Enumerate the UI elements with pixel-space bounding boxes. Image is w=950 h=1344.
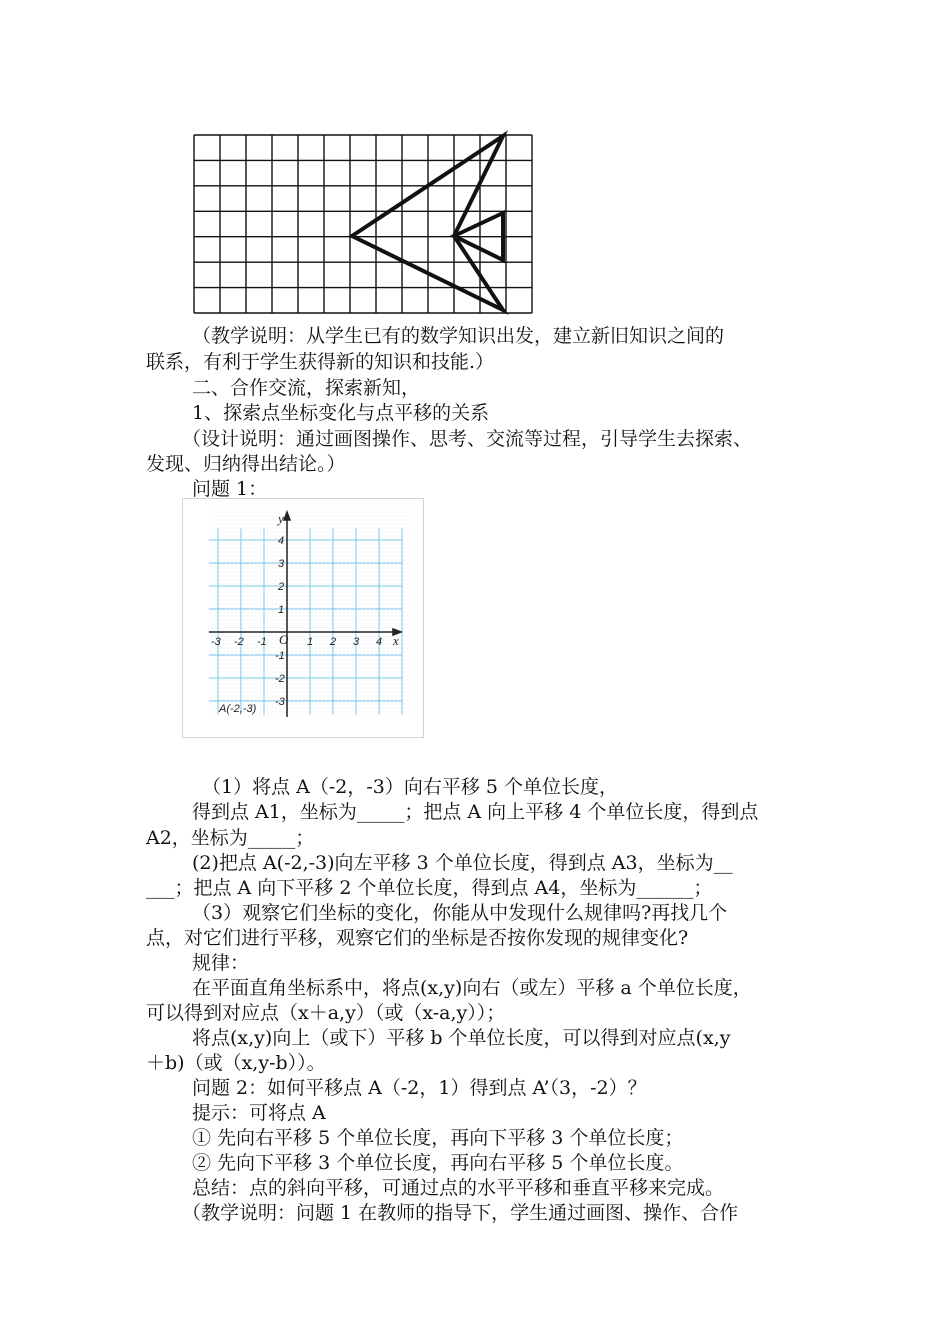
summary: 总结：点的斜向平移，可通过点的水平平移和垂直平移来完成。 [192,1177,725,1199]
teaching-note-1-cont: 联系，有利于学生获得新的知识和技能.） [146,351,495,373]
q1-part-1-a2: A2，坐标为_____； [146,827,315,849]
coordinate-plane-figure [182,498,424,738]
x-tick-label: -2 [234,636,244,648]
x-tick-label: -3 [211,636,221,648]
design-note-cont: 发现、归纳得出结论。） [146,453,346,475]
point-a-label: A(-2,-3) [219,703,257,715]
y-tick-label: -3 [275,696,285,708]
hint-label: 提示：可将点 A [192,1102,326,1124]
x-axis-label: x [393,633,399,648]
x-tick-label: 2 [330,636,337,648]
rule-vertical-cont: ＋b)（或（x,y-b））。 [146,1052,326,1074]
teaching-note-2: （教学说明：问题 1 在教师的指导下，学生通过画图、操作、合作 [182,1202,739,1224]
section-heading-2: 二、合作交流，探索新知， [192,377,421,399]
question-2: 问题 2：如何平移点 A（-2，1）得到点 A’（3，-2）？ [192,1077,647,1099]
x-tick-label: -1 [257,636,267,648]
y-tick-label: -1 [275,650,285,662]
design-note: （设计说明：通过画图操作、思考、交流等过程，引导学生去探索、 [182,428,753,450]
q1-part-2-cont: ___；把点 A 向下平移 2 个单位长度，得到点 A4，坐标为______； [146,877,713,899]
q1-part-3-cont: 点，对它们进行平移，观察它们的坐标是否按你发现的规律变化? [146,927,689,949]
q1-part-2: (2)把点 A(-2,-3)向左平移 3 个单位长度，得到点 A3，坐标为__ [192,852,733,874]
y-tick-label: 2 [278,581,285,593]
q1-part-3: （3）观察它们坐标的变化，你能从中发现什么规律吗?再找几个 [192,902,728,924]
y-axis-label: y [278,511,284,526]
rule-vertical: 将点(x,y)向上（或下）平移 b 个单位长度，可以得到对应点(x,y [192,1027,731,1049]
question-1-label: 问题 1： [192,478,268,500]
hint-option-1: ① 先向右平移 5 个单位长度，再向下平移 3 个单位长度； [192,1127,684,1149]
rule-horizontal: 在平面直角坐标系中，将点(x,y)向右（或左）平移 a 个单位长度， [192,977,752,999]
x-tick-label: 1 [307,636,314,648]
y-tick-label: 3 [278,558,285,570]
y-tick-label: 1 [278,604,285,616]
teaching-note-1: （教学说明：从学生已有的数学知识出发，建立新旧知识之间的 [192,325,725,347]
rule-label: 规律： [192,952,250,974]
q1-part-1-a1: 得到点 A1，坐标为_____；把点 A 向上平移 4 个单位长度，得到点 [192,801,759,823]
q1-part-1: （1）将点 A（-2，-3）向右平移 5 个单位长度， [202,776,619,798]
y-tick-label: -2 [275,673,285,685]
coordinate-plane-svg [183,499,423,737]
grid-figure [190,130,535,315]
y-tick-label: 4 [278,535,285,547]
subsection-heading-1: 1、探索点坐标变化与点平移的关系 [192,402,490,424]
hint-option-2: ② 先向下平移 3 个单位长度，再向右平移 5 个单位长度。 [192,1152,684,1174]
origin-label: O [279,632,289,647]
rule-horizontal-cont: 可以得到对应点（x＋a,y）（或（x-a,y））； [146,1002,506,1024]
x-tick-label: 4 [376,636,383,648]
x-tick-label: 3 [353,636,360,648]
